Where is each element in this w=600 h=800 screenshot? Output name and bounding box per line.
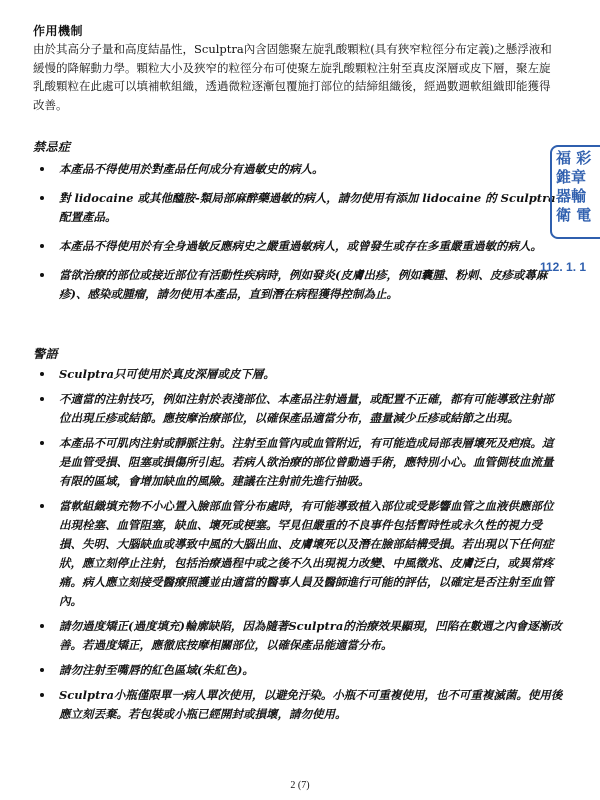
contraindications-list bbox=[33, 160, 563, 314]
warning-item: 本產品不可肌肉注射或靜脈注射。注射至血管內或血管附近，有可能造成局部表層壞死及疤痕。這是血管受損、阻塞或損傷所引起。若病人欲治療的部位曾動過手術，應特別小心。血管側枝血流量有限的區域，會增加缺血的風險。建議在注射前先進行抽吸。 bbox=[33, 434, 563, 491]
contraindication-item: 當欲治療的部位或接近部位有活動性疾病時，例如發炎(皮膚出疹，例如囊腫、粉刺、皮疹或蕁麻疹)、感染或腫瘤，請勿使用本產品，直到潛在病程獲得控制為止。 bbox=[33, 266, 563, 304]
warning-item: Sculptra只可使用於真皮深層或皮下層。 bbox=[33, 365, 563, 384]
contraindication-item: 本產品不得使用於對產品任何成分有過敏史的病人。 bbox=[33, 160, 563, 179]
warnings-heading: 警語 bbox=[33, 347, 59, 361]
stamp-date: 112. 1. 1 bbox=[540, 260, 587, 274]
stamp-text: 福 彩 錐章 器輸 衛 電 bbox=[550, 145, 600, 239]
warning-item: 當軟組織填充物不小心置入臉部血管分布處時，有可能導致植入部位或受影響血管之血液供應部位出現栓塞、血管阻塞，缺血、壞死或梗塞。罕見但嚴重的不良事件包括暫時性或永久性的視力受損、失明、大腦缺血或導致中風的大腦出血、皮膚壞死以及潛在臉部結構受損。若出現以下任何症狀，應立刻停止注射，包括治療過程中或之後不久出現視力改變、中風徵兆、皮膚泛白，或異常疼痛。病人應立刻接受醫療照護並由適當的醫事人員及醫師進行可能的評估，以確定是否注射至血管內。 bbox=[33, 497, 563, 611]
contraindications-heading: 禁忌症 bbox=[33, 140, 71, 154]
mechanism-paragraph: 由於其高分子量和高度結晶性，Sculptra內含固態聚左旋乳酸顆粒(具有狹窄粒徑分布定義)之懸浮液和緩慢的降解動力學。顆粒大小及狹窄的粒徑分布可使聚左旋乳酸顆粒注射至真皮深層或皮下層，聚左旋乳酸顆粒在此處可以填補軟組織，透過微粒逐漸包覆施打部位的結締組織後，經過數週軟組織即能獲得改善。 bbox=[33, 42, 552, 112]
warning-item: 不適當的注射技巧，例如注射於表淺部位、本產品注射過量，或配置不正確，都有可能導致注射部位出現丘疹或結節。應按摩治療部位，以確保產品適當分布，盡量減少丘疹或結節之出現。 bbox=[33, 390, 563, 428]
mechanism-heading: 作用機制 bbox=[33, 24, 84, 38]
contraindication-item: 對 lidocaine 或其他醯胺-類局部麻醉藥過敏的病人，請勿使用有添加 lidocaine 的 Sculptra 配置產品。 bbox=[33, 189, 563, 227]
warning-item: Sculptra小瓶僅限單一病人單次使用，以避免汙染。小瓶不可重複使用，也不可重複滅菌。使用後應立刻丟棄。若包裝或小瓶已經開封或損壞，請勿使用。 bbox=[33, 686, 563, 724]
contraindication-item: 本產品不得使用於有全身過敏反應病史之嚴重過敏病人，或曾發生或存在多重嚴重過敏的病人。 bbox=[33, 237, 563, 256]
official-stamp bbox=[548, 145, 600, 245]
warning-item: 請勿過度矯正(過度填充)輪廓缺陷，因為隨著Sculptra的治療效果顯現，凹陷在數週之內會逐漸改善。若過度矯正，應徹底按摩相關部位，以確保產品能適當分布。 bbox=[33, 617, 563, 655]
warnings-list bbox=[33, 365, 563, 730]
warning-item: 請勿注射至嘴唇的紅色區域(朱紅色)。 bbox=[33, 661, 563, 680]
page-number: 2 (7) bbox=[290, 780, 310, 791]
